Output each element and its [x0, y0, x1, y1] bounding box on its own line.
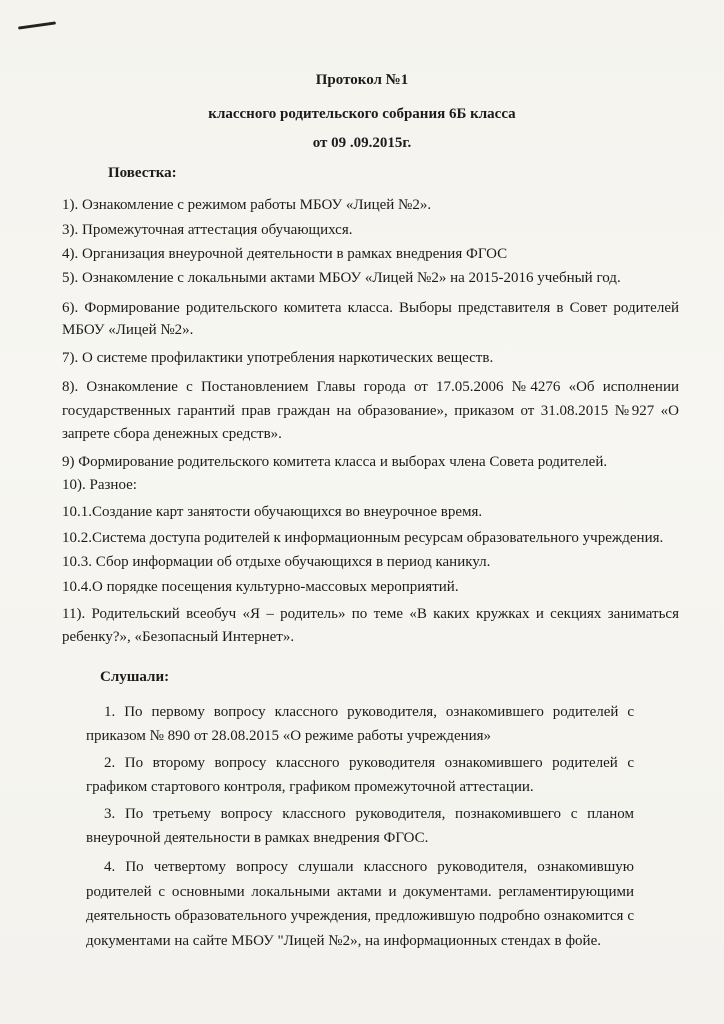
agenda-item: 1). Ознакомление с режимом работы МБОУ «Лицей №2». [62, 197, 432, 213]
agenda-item: 3). Промежуточная аттестация обучающихся. [62, 222, 353, 238]
heard-line: 1. По первому вопросу классного руководителя, ознакомившего родителей с [104, 704, 634, 720]
heard-line: графиком стартового контроля, графиком промежуточной аттестации. [86, 779, 534, 795]
agenda-item: 10). Разное: [62, 477, 137, 493]
agenda-item-continued: ребенку?», «Безопасный Интернет». [62, 629, 295, 645]
agenda-item: 11). Родительский всеобуч «Я – родитель» по теме «В каких кружках и секциях заниматься [62, 606, 679, 622]
heard-line: деятельность образовательного учреждения, предложившую подробно ознакомится с [86, 908, 634, 924]
agenda-subitem: 10.1.Создание карт занятости обучающихся во внеурочное время. [62, 504, 483, 520]
agenda-heading: Повестка: [108, 165, 177, 181]
agenda-item: 6). Формирование родительского комитета класса. Выборы представителя в Совет родителей [62, 300, 679, 316]
document-title: Протокол №1 [315, 72, 409, 88]
agenda-item: 7). О системе профилактики употребления наркотических веществ. [62, 350, 494, 366]
heard-line: 2. По второму вопросу классного руководителя ознакомившего родителей с [104, 755, 634, 771]
agenda-item: 8). Ознакомление с Постановлением Главы города от 17.05.2006 №4276 «Об исполнении [62, 379, 679, 395]
agenda-item: 5). Ознакомление с локальными актами МБОУ «Лицей №2» на 2015-2016 учебный год. [62, 270, 621, 286]
heard-line: приказом № 890 от 28.08.2015 «О режиме работы учреждения» [86, 728, 492, 744]
agenda-subitem: 10.4.О порядке посещения культурно-массовых мероприятий. [62, 579, 459, 595]
agenda-item: 9) Формирование родительского комитета класса и выборах члена Совета родителей. [62, 454, 608, 470]
heard-line: 4. По четвертому вопросу слушали классного руководителя, ознакомившую [104, 859, 634, 875]
heard-heading: Слушали: [100, 669, 170, 685]
pen-mark [18, 21, 56, 29]
agenda-item-continued: запрете сбора денежных средств». [62, 426, 282, 442]
heard-line: 3. По третьему вопросу классного руководителя, познакомившего с планом [104, 806, 634, 822]
document-subtitle: классного родительского собрания 6Б класса [208, 106, 516, 122]
heard-line: родителей с основными локальными актами и документами. регламентирующими [86, 884, 634, 900]
heard-line: документами на сайте МБОУ "Лицей №2», на информационных стендах в фойе. [86, 933, 601, 949]
agenda-subitem: 10.3. Сбор информации об отдыхе обучающихся в период каникул. [62, 554, 491, 570]
document-date: от 09 .09.2015г. [312, 135, 412, 151]
agenda-item-continued: государственных гарантий прав граждан на образование», приказом от 31.08.2015 №927 «О [62, 403, 679, 419]
agenda-item: 4). Организация внеурочной деятельности в рамках внедрения ФГОС [62, 246, 508, 262]
agenda-item-continued: МБОУ «Лицей №2». [62, 322, 194, 338]
agenda-subitem: 10.2.Система доступа родителей к информационным ресурсам образовательного учреждения. [62, 530, 664, 546]
heard-line: внеурочной деятельности в рамках внедрения ФГОС. [86, 830, 429, 846]
